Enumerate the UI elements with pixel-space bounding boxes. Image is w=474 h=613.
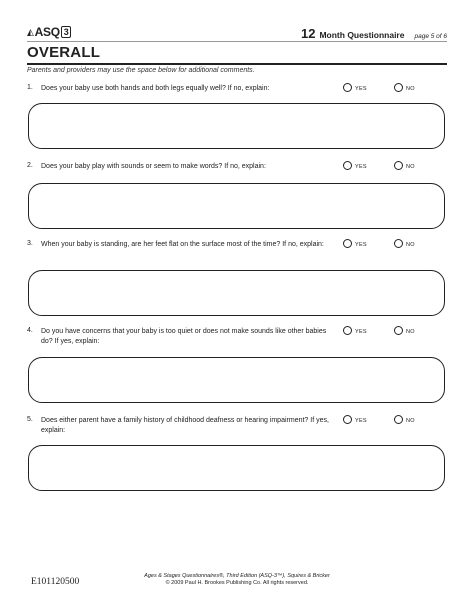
no-label: NO (406, 417, 415, 424)
question-number: 3. (27, 240, 33, 247)
yes-option[interactable] (343, 240, 367, 249)
question-4 (27, 327, 447, 402)
answer-box[interactable] (28, 445, 445, 491)
asq3-logo (27, 24, 71, 40)
footer (120, 573, 354, 587)
footer-citation: Ages & Stages Questionnaires®, Third Edition (ASQ-3™), Squires & Bricker (144, 573, 330, 579)
no-option[interactable] (394, 162, 415, 171)
question-text: Does your baby play with sounds or seem to make words? If no, explain: (41, 163, 266, 170)
question-text: Does your baby use both hands and both legs equally well? If no, explain: (41, 85, 270, 92)
no-option[interactable] (394, 327, 415, 336)
page-header (301, 26, 447, 41)
logo-number: 3 (61, 26, 72, 38)
section-divider (27, 63, 447, 65)
answer-box[interactable] (28, 183, 445, 229)
yes-option[interactable] (343, 162, 367, 171)
yes-radio-icon[interactable] (343, 326, 352, 335)
question-number: 2. (27, 162, 33, 169)
yes-option[interactable] (343, 327, 367, 336)
no-radio-icon[interactable] (394, 83, 403, 92)
age-number: 12 (301, 26, 316, 41)
footer-copyright: © 2009 Paul H. Brookes Publishing Co. All rights reserved. (165, 580, 309, 586)
no-label: NO (406, 241, 415, 248)
yes-radio-icon[interactable] (343, 239, 352, 248)
question-text: Does either parent have a family history of childhood deafness or hearing impairment? If yes, explain: (41, 417, 329, 434)
question-text: When your baby is standing, are her feet flat on the surface most of the time? If no, explain: (41, 241, 324, 248)
yes-radio-icon[interactable] (343, 415, 352, 424)
question-number: 4. (27, 327, 33, 334)
no-radio-icon[interactable] (394, 161, 403, 170)
logo-mark-icon: ◭ (27, 26, 34, 37)
questionnaire-title: Month Questionnaire (319, 30, 405, 40)
question-number: 1. (27, 84, 33, 91)
yes-label: YES (355, 417, 367, 424)
yes-label: YES (355, 85, 367, 92)
question-5 (27, 416, 447, 491)
answer-box[interactable] (28, 103, 445, 149)
no-radio-icon[interactable] (394, 415, 403, 424)
logo-text: ASQ (34, 25, 60, 39)
yes-radio-icon[interactable] (343, 83, 352, 92)
yes-label: YES (355, 163, 367, 170)
no-radio-icon[interactable] (394, 239, 403, 248)
yes-label: YES (355, 328, 367, 335)
header-divider (27, 41, 447, 42)
form-code: E101120500 (31, 577, 80, 587)
yes-radio-icon[interactable] (343, 161, 352, 170)
intro-text: Parents and providers may use the space below for additional comments. (27, 67, 255, 74)
answer-box[interactable] (28, 357, 445, 403)
question-3 (27, 240, 447, 315)
yes-label: YES (355, 241, 367, 248)
answer-box[interactable] (28, 270, 445, 316)
no-label: NO (406, 163, 415, 170)
no-option[interactable] (394, 84, 415, 93)
question-2 (27, 162, 447, 237)
no-option[interactable] (394, 240, 415, 249)
question-number: 5. (27, 416, 33, 423)
yes-option[interactable] (343, 416, 367, 425)
yes-option[interactable] (343, 84, 367, 93)
section-title: OVERALL (27, 44, 101, 61)
no-label: NO (406, 328, 415, 335)
no-radio-icon[interactable] (394, 326, 403, 335)
no-label: NO (406, 85, 415, 92)
page-number: page 5 of 6 (414, 33, 447, 40)
no-option[interactable] (394, 416, 415, 425)
question-1 (27, 84, 447, 159)
question-text: Do you have concerns that your baby is too quiet or does not make sounds like other babies do? If yes, explain: (41, 328, 327, 345)
